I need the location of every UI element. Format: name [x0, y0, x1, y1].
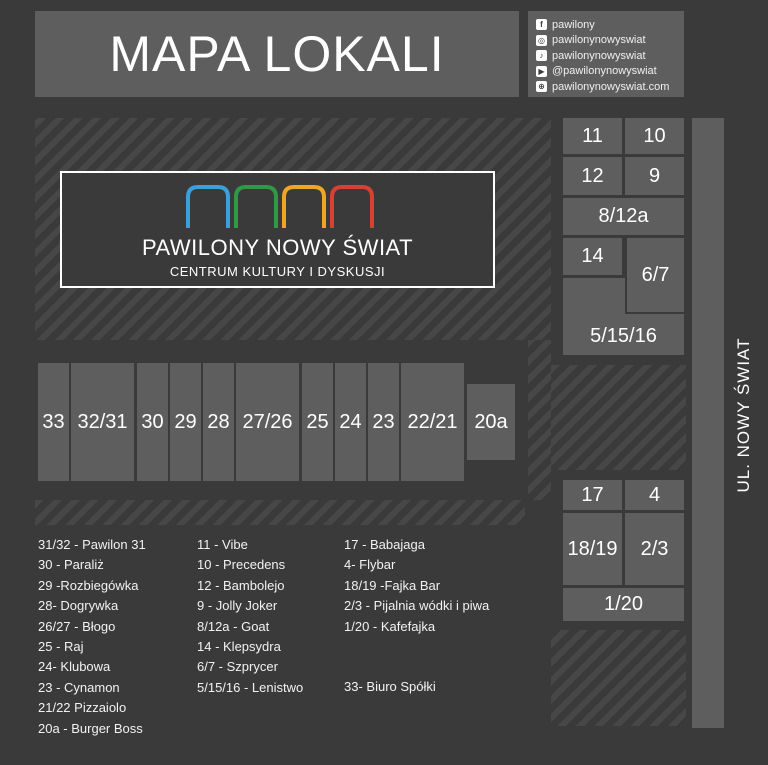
pavilion-9[interactable]: 9: [625, 157, 684, 195]
legend-column-1: [38, 535, 146, 739]
legend-item: 4- Flybar: [344, 557, 396, 573]
legend-column-3: [344, 535, 489, 637]
hatched-area-right-middle: [528, 340, 551, 500]
venue-subtitle: CENTRUM KULTURY I DYSKUSJI: [169, 264, 386, 279]
pavilion-6-7[interactable]: 6/7: [625, 238, 684, 314]
social-youtube[interactable]: ▶ @pawilonynowyswiat: [536, 64, 684, 80]
legend-column-2: [197, 535, 303, 698]
legend-item: 28- Dogrywka: [38, 598, 119, 614]
arch-blue: [188, 187, 228, 228]
arch-green: [236, 187, 276, 228]
arches-logo-icon: [178, 183, 378, 233]
pavilion-33[interactable]: 33: [38, 363, 69, 481]
pavilion-29[interactable]: 29: [170, 363, 201, 481]
legend-item: 25 - Raj: [38, 639, 84, 655]
venue-logo: [60, 171, 495, 288]
pavilion-23[interactable]: 23: [368, 363, 399, 481]
pavilion-5-15-16-label: 5/15/16: [590, 325, 657, 347]
web-icon: ⊕: [536, 81, 547, 92]
tiktok-icon: ♪: [536, 50, 547, 61]
arch-yellow: [284, 187, 324, 228]
pavilion-24[interactable]: 24: [335, 363, 366, 481]
venue-name: PAWILONY NOWY ŚWIAT: [141, 235, 414, 260]
street-bar: [692, 118, 724, 728]
social-links: [528, 11, 684, 97]
legend-item: 9 - Jolly Joker: [197, 598, 278, 614]
instagram-icon: ◎: [536, 35, 547, 46]
legend-item: 21/22 Pizzaiolo: [38, 700, 127, 716]
legend-item: 5/15/16 - Lenistwo: [197, 679, 304, 695]
social-facebook[interactable]: f pawilony: [536, 17, 684, 33]
legend-item: 2/3 - Pijalnia wódki i piwa: [344, 598, 490, 614]
legend-item: 10 - Precedens: [197, 557, 286, 573]
legend-item: 26/27 - Błogo: [38, 618, 116, 634]
social-tiktok[interactable]: ♪ pawilonynowyswiat: [536, 48, 684, 64]
pavilion-10[interactable]: 10: [625, 118, 684, 154]
legend-item: 17 - Babajaga: [344, 537, 425, 552]
pavilion-1-20[interactable]: 1/20: [563, 588, 684, 621]
arch-red: [332, 187, 372, 228]
pavilion-22-21[interactable]: 22/21: [401, 363, 464, 481]
legend-item: 18/19 -Fajka Bar: [344, 577, 441, 593]
legend-item: 30 - Paraliż: [38, 557, 104, 573]
pavilion-8-12a[interactable]: 8/12a: [563, 198, 684, 235]
pavilion-32-31[interactable]: 32/31: [71, 363, 134, 481]
pavilion-17[interactable]: 17: [563, 480, 622, 510]
legend-item: 1/20 - Kafefajka: [344, 618, 436, 634]
legend-item: 8/12a - Goat: [197, 618, 270, 634]
youtube-icon: ▶: [536, 66, 547, 77]
legend-item: 29 -Rozbiegówka: [38, 577, 139, 593]
pavilion-27-26[interactable]: 27/26: [236, 363, 299, 481]
pavilion-28[interactable]: 28: [203, 363, 234, 481]
pavilion-4[interactable]: 4: [625, 480, 684, 510]
legend-item: 31/32 - Pawilon 31: [38, 537, 146, 552]
legend-item: 23 - Cynamon: [38, 679, 120, 695]
legend-item: 11 - Vibe: [197, 537, 248, 552]
pavilion-20a[interactable]: 20a: [467, 384, 515, 460]
legend-office-item: 33- Biuro Spółki: [344, 679, 436, 694]
legend-item: 24- Klubowa: [38, 659, 111, 675]
pavilion-2-3[interactable]: 2/3: [625, 513, 684, 585]
pavilion-30[interactable]: 30: [137, 363, 168, 481]
hatched-area-bottom-right: [551, 630, 686, 726]
social-instagram[interactable]: ◎ pawilonynowyswiat: [538, 34, 646, 47]
pavilion-11[interactable]: 11: [563, 118, 622, 154]
social-website[interactable]: ⊕ pawilonynowyswiat.com: [536, 79, 684, 95]
legend-item: 20a - Burger Boss: [38, 720, 143, 736]
pavilion-18-19[interactable]: 18/19: [563, 513, 622, 585]
street-name: UL. NOWY ŚWIAT: [734, 337, 753, 493]
pavilion-14[interactable]: 14: [563, 238, 622, 275]
facebook-icon: f: [536, 19, 547, 30]
pavilion-12[interactable]: 12: [563, 157, 622, 195]
hatched-area-street-side: [551, 365, 686, 470]
legend-item: 12 - Bambolejo: [197, 577, 285, 593]
pavilion-25[interactable]: 25: [302, 363, 333, 481]
hatched-area-bottom-strip: [35, 500, 525, 525]
legend-item: 6/7 - Szprycer: [197, 659, 278, 675]
map-title: MAPA LOKALI: [35, 11, 519, 97]
legend-item: 14 - Klepsydra: [197, 639, 281, 655]
